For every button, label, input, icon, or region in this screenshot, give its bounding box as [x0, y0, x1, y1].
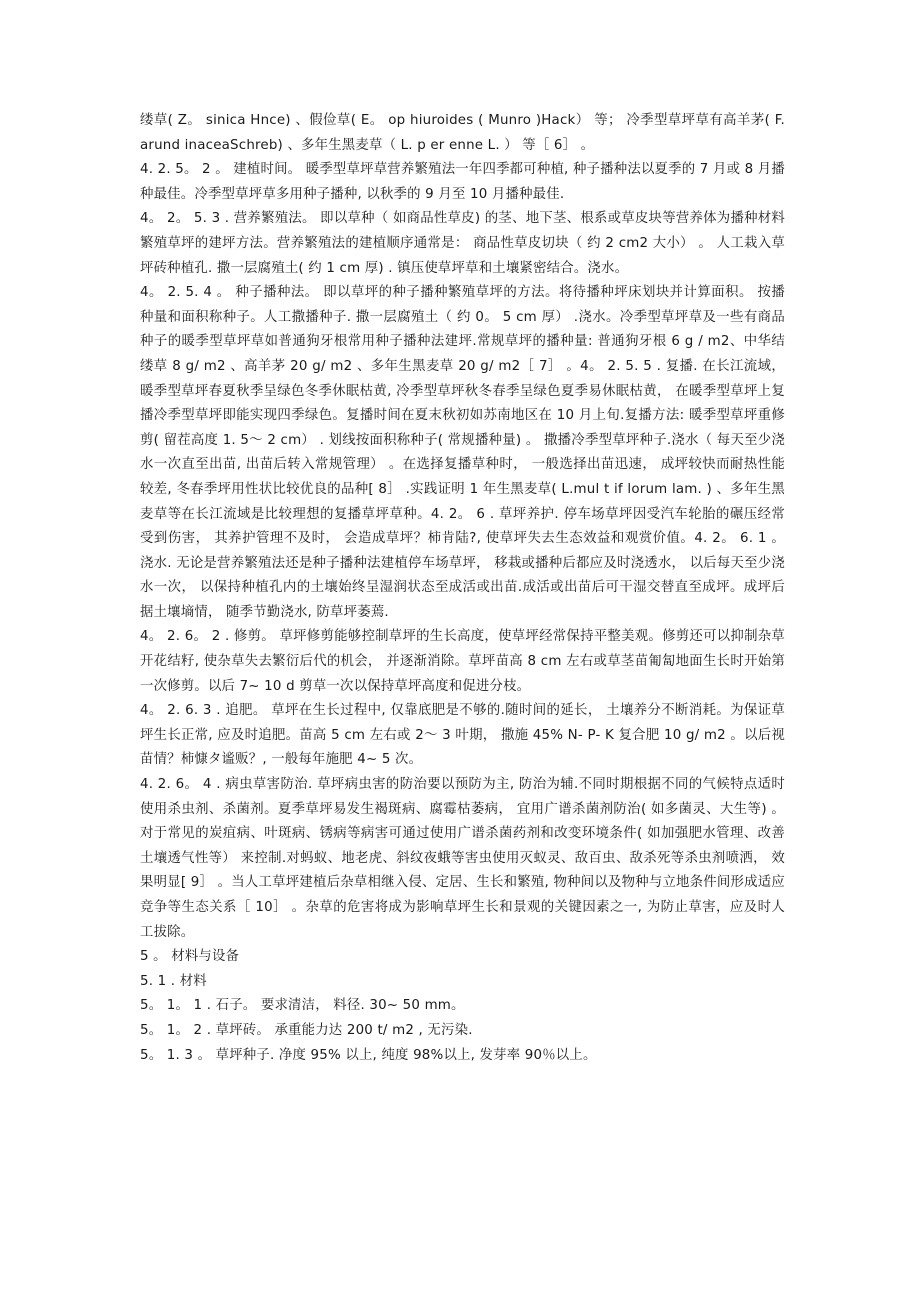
material-item-grass-brick: 5。 1。 2 . 草坪砖。 承重能力达 200 t/ m2 , 无污染. — [140, 1022, 473, 1038]
material-item-grass-seed: 5。 1. 3 。 草坪种子. 净度 95% 以上, 纯度 98%以上, 发芽率 90％以上。 — [140, 1047, 597, 1063]
paragraph-mowing: 4。 2. 6。 2 . 修剪。 草坪修剪能够控制草坪的生长高度，使草坪经常保持平整美观。修剪还可以抑制杂草开花结籽, 使杂草失去繁衍后代的机会， 并逐渐消除。草坪苗高 8 cm 左右或草茎苗匍匐地面生长时开始第一次修剪。以后 7~ 10 d 剪草一次以保持草坪高度和促进分枝。 — [140, 629, 785, 694]
paragraph-fertilizing: 4。 2. 6. 3 . 追肥。 草坪在生长过程中, 仅靠底肥是不够的.随时间的延长， 土壤养分不断消耗。为保证草坪生长正常, 应及时追肥。苗高 5 cm 左右或 2～ 3 叶期， 撒施 45% N- P- K 复合肥 10 g/ m2 。以后视苗情？柿慷タ谧贩？, 一般每年施肥 4~ 5 次。 — [140, 703, 785, 768]
material-item-gravel: 5。 1。 1 . 石子。 要求清洁， 料径. 30~ 50 mm。 — [140, 998, 465, 1014]
section-heading-materials: 5 。 材料与设备 — [140, 949, 240, 965]
paragraph-species-list: 缕草( Z。 sinica Hnce) 、假俭草( E。 op hiuroides ( Munro )Hack） 等； 冷季型草坪草有高羊茅( F. arund inaceaSchreb) 、多年生黑麦草（ L. p er enne L. ） 等［ 6］ 。 — [140, 113, 785, 153]
paragraph-seed-sowing: 4。 2. 5. 4 。 种子播种法。 即以草坪的种子播种繁殖草坪的方法。将待播种坪床划块并计算面积。 按播种量和面积称种子。人工撒播种子. 撒一层腐殖土（ 约 0。 5 cm 厚） .浇水。冷季型草坪草及一些有商品种子的暖季型草坪草如普通狗牙根常用种子播种法建坪.常规草坪的播种量: 普通狗牙根 6 g / m2、中华结缕草 8 g/ m2 、高羊茅 20 g/ m2 、多年生黑麦草 20 g/ m2［ 7］ 。4。 2. 5. 5 . 复播. 在长江流域， 暖季型草坪春夏秋季呈绿色冬季休眠枯黄, 冷季型草坪秋冬春季呈绿色夏季易休眠枯黄， 在暖季型草坪上复播冷季型草坪即能实现四季绿色。复播时间在夏末秋初如苏南地区在 10 月上旬.复播方法: 暖季型草坪重修剪( 留茬高度 1. 5～ 2 cm） . 划线按面积称种子( 常规播种量) 。 撒播冷季型草坪种子.浇水（ 每天至少浇水一次直至出苗, 出苗后转入常规管理） 。在选择复播草种时， 一般选择出苗迅速， 成坪较快而耐热性能较差, 冬春季坪用性状比较优良的品种[ 8］ .实践证明 1 年生黑麦草( L.mul t if lorum lam. ) 、多年生黑麦草等在长江流域是比较理想的复播草坪草种。4. 2。 6 . 草坪养护. 停车场草坪因受汽车轮胎的碾压经常受到伤害， 其养护管理不及时， 会造成草坪？柿肯陆?, 使草坪失去生态效益和观赏价值。4. 2。 6. 1 。 浇水. 无论是营养繁殖法还是种子播种法建植停车场草坪， 移栽或播种后都应及时浇透水， 以后每天至少浇水一次， 以保持种植孔内的土壤始终呈湿润状态至成活或出苗.成活或出苗后可干湿交替直至成坪。成坪后据土壤墒情， 随季节勤浇水, 防草坪萎蔫. — [140, 285, 785, 620]
paragraph-planting-time: 4. 2. 5。 2 。 建植时间。 暖季型草坪草营养繁殖法一年四季都可种植, 种子播种法以夏季的 7 月或 8 月播种最佳。冷季型草坪草多用种子播种, 以秋季的 9 月至 10 月播种最佳. — [140, 162, 785, 202]
paragraph-pest-control: 4. 2. 6。 4 . 病虫草害防治. 草坪病虫害的防治要以预防为主, 防治为辅.不同时期根据不同的气候特点适时使用杀虫剂、杀菌剂。夏季草坪易发生褐斑病、腐霉枯萎病， 宜用广谱杀菌剂防治( 如多菌灵、大生等) 。对于常见的炭疽病、叶斑病、锈病等病害可通过使用广谱杀菌药剂和改变环境条件( 如加强肥水管理、改善土壤透气性等） 来控制.对蚂蚁、地老虎、斜纹夜蛾等害虫使用灭蚁灵、敌百虫、敌杀死等杀虫剂喷洒， 效果明显[ 9］ 。当人工草坪建植后杂草相继入侵、定居、生长和繁殖, 物种间以及物种与立地条件间形成适应竞争等生态关系［ 10］ 。杂草的危害将成为影响草坪生长和景观的关键因素之一, 为防止草害，应及时人工拔除。 — [140, 777, 785, 940]
subsection-heading-materials: 5. 1 . 材料 — [140, 973, 207, 989]
document-body — [140, 109, 785, 1068]
paragraph-vegetative-propagation: 4。 2。 5. 3 . 营养繁殖法。 即以草种（ 如商品性草皮) 的茎、地下茎、根系或草皮块等营养体为播种材料繁殖草坪的建坪方法。营养繁殖法的建植顺序通常是： 商品性草皮切块（ 约 2 cm2 大小） 。 人工栽入草坪砖种植孔. 撒一层腐殖土( 约 1 cm 厚) . 镇压使草坪草和土壤紧密结合。浇水。 — [140, 211, 785, 276]
